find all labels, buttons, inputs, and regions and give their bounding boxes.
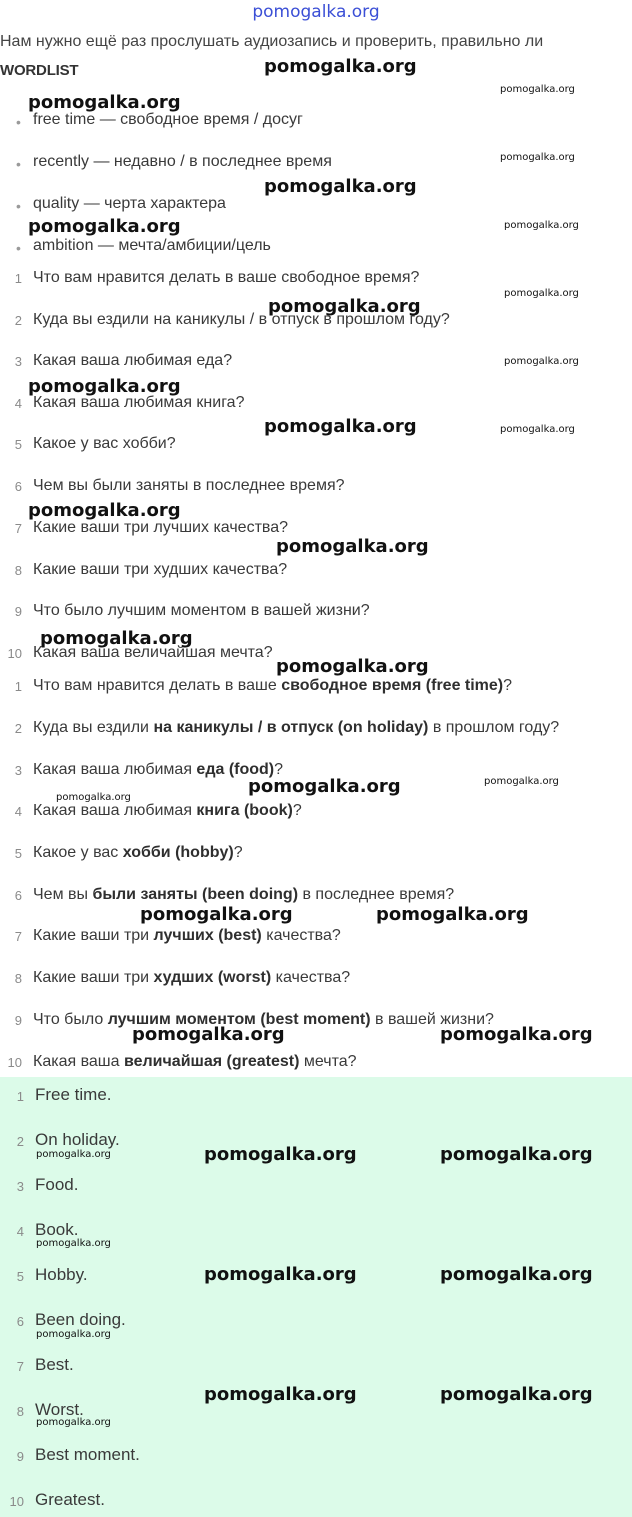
answer: Best. bbox=[35, 1355, 74, 1374]
watermark: pomogalka.org bbox=[28, 500, 181, 521]
watermark: pomogalka.org bbox=[440, 1144, 593, 1165]
item-number: 7 bbox=[16, 1359, 24, 1374]
watermark: pomogalka.org bbox=[36, 1329, 111, 1340]
item-number: 5 bbox=[16, 1269, 24, 1284]
intro-text: Нам нужно ещё раз прослушать аудиозапись и проверить, правильно ли bbox=[0, 33, 544, 50]
watermark: pomogalka.org bbox=[484, 776, 559, 787]
watermark: pomogalka.org bbox=[28, 92, 181, 113]
wordlist-item: free time — свободное время / досуг bbox=[33, 111, 303, 128]
watermark: pomogalka.org bbox=[440, 1264, 593, 1285]
item-number: 4 bbox=[16, 1224, 24, 1239]
item-number: 8 bbox=[14, 563, 22, 578]
watermark: pomogalka.org bbox=[36, 1417, 111, 1428]
answer: On holiday. bbox=[35, 1130, 120, 1149]
item-number: 2 bbox=[14, 313, 22, 328]
answer: Been doing. bbox=[35, 1310, 126, 1329]
item-number: 3 bbox=[14, 354, 22, 369]
answer: Worst. bbox=[35, 1400, 84, 1419]
question: Какая ваша любимая еда? bbox=[33, 352, 233, 369]
question-bold: Какая ваша любимая еда (food)? bbox=[33, 761, 284, 778]
item-number: 10 bbox=[7, 646, 22, 661]
wordlist-item: quality — черта характера bbox=[33, 195, 226, 212]
question-bold: Какие ваши три лучших (best) качества? bbox=[33, 927, 341, 944]
watermark: pomogalka.org bbox=[204, 1264, 357, 1285]
question: Какая ваша любимая книга? bbox=[33, 394, 245, 411]
watermark: pomogalka.org bbox=[264, 56, 417, 77]
question-bold: Какие ваши три худших (worst) качества? bbox=[33, 969, 351, 986]
watermark: pomogalka.org bbox=[36, 1149, 111, 1160]
wordlist-item: recently — недавно / в последнее время bbox=[33, 153, 332, 170]
item-number: 7 bbox=[14, 521, 22, 536]
watermark: pomogalka.org bbox=[248, 776, 401, 797]
item-number: 6 bbox=[14, 479, 22, 494]
watermark: pomogalka.org bbox=[204, 1384, 357, 1405]
answer: Book. bbox=[35, 1220, 79, 1239]
answer: Greatest. bbox=[35, 1490, 105, 1509]
answer: Best moment. bbox=[35, 1445, 140, 1464]
item-number: 1 bbox=[16, 1089, 24, 1104]
item-number: 9 bbox=[14, 1013, 22, 1028]
question: Что было лучшим моментом в вашей жизни? bbox=[33, 602, 370, 619]
item-number: 3 bbox=[14, 763, 22, 778]
bullet: • bbox=[16, 114, 21, 130]
question: Что вам нравится делать в ваше свободное время? bbox=[33, 269, 420, 286]
watermark: pomogalka.org bbox=[204, 1144, 357, 1165]
question: Какие ваши три лучших качества? bbox=[33, 519, 289, 536]
question: Куда вы ездили на каникулы / в отпуск в прошлом году? bbox=[33, 311, 450, 328]
bullet: • bbox=[16, 240, 21, 256]
answer: Food. bbox=[35, 1175, 79, 1194]
bullet: • bbox=[16, 156, 21, 172]
item-number: 5 bbox=[14, 846, 22, 861]
question: Какие ваши три худших качества? bbox=[33, 561, 288, 578]
watermark: pomogalka.org bbox=[40, 628, 193, 649]
watermark: pomogalka.org bbox=[56, 792, 131, 803]
item-number: 9 bbox=[16, 1449, 24, 1464]
item-number: 7 bbox=[14, 929, 22, 944]
question: Какое у вас хобби? bbox=[33, 435, 176, 452]
item-number: 8 bbox=[14, 971, 22, 986]
watermark: pomogalka.org bbox=[440, 1384, 593, 1405]
watermark: pomogalka.org bbox=[264, 176, 417, 197]
item-number: 4 bbox=[14, 396, 22, 411]
question-bold: Чем вы были заняты (been doing) в последнее время? bbox=[33, 886, 455, 903]
item-number: 6 bbox=[14, 888, 22, 903]
watermark: pomogalka.org bbox=[276, 656, 429, 677]
item-number: 4 bbox=[14, 804, 22, 819]
question-bold: Куда вы ездили на каникулы / в отпуск (on holiday) в прошлом году? bbox=[33, 719, 560, 736]
item-number: 2 bbox=[14, 721, 22, 736]
watermark: pomogalka.org bbox=[500, 84, 575, 95]
watermark: pomogalka.org bbox=[504, 356, 579, 367]
item-number: 8 bbox=[16, 1404, 24, 1419]
question: Какая ваша величайшая мечта? bbox=[33, 644, 273, 661]
watermark: pomogalka.org bbox=[504, 288, 579, 299]
watermark: pomogalka.org bbox=[140, 904, 293, 925]
item-number: 9 bbox=[14, 604, 22, 619]
watermark: pomogalka.org bbox=[500, 424, 575, 435]
watermark: pomogalka.org bbox=[376, 904, 529, 925]
question: Чем вы были заняты в последнее время? bbox=[33, 477, 345, 494]
wordlist-item: ambition — мечта/амбиции/цель bbox=[33, 237, 271, 254]
item-number: 5 bbox=[14, 437, 22, 452]
question-bold: Что вам нравится делать в ваше свободное время (free time)? bbox=[33, 677, 513, 694]
watermark: pomogalka.org bbox=[500, 152, 575, 163]
answer: Hobby. bbox=[35, 1265, 88, 1284]
watermark: pomogalka.org bbox=[28, 216, 181, 237]
watermark: pomogalka.org bbox=[264, 416, 417, 437]
item-number: 6 bbox=[16, 1314, 24, 1329]
question-bold: Какое у вас хобби (hobby)? bbox=[33, 844, 243, 861]
watermark: pomogalka.org bbox=[504, 220, 579, 231]
question-bold: Какая ваша величайшая (greatest) мечта? bbox=[33, 1053, 357, 1070]
watermark: pomogalka.org bbox=[268, 296, 421, 317]
item-number: 10 bbox=[9, 1494, 24, 1509]
watermark: pomogalka.org bbox=[276, 536, 429, 557]
wordlist-title: WORDLIST bbox=[0, 62, 79, 79]
item-number: 1 bbox=[14, 679, 22, 694]
question-bold: Какая ваша любимая книга (book)? bbox=[33, 802, 302, 819]
item-number: 2 bbox=[16, 1134, 24, 1149]
answer: Free time. bbox=[35, 1085, 112, 1104]
watermark: pomogalka.org bbox=[28, 376, 181, 397]
watermark: pomogalka.org bbox=[440, 1024, 593, 1045]
watermark: pomogalka.org bbox=[132, 1024, 285, 1045]
watermark: pomogalka.org bbox=[36, 1238, 111, 1249]
item-number: 1 bbox=[14, 271, 22, 286]
item-number: 10 bbox=[7, 1055, 22, 1070]
site-header[interactable]: pomogalka.org bbox=[252, 2, 380, 22]
item-number: 3 bbox=[16, 1179, 24, 1194]
bullet: • bbox=[16, 198, 21, 214]
question-bold: Что было лучшим моментом (best moment) в вашей жизни? bbox=[33, 1011, 494, 1028]
